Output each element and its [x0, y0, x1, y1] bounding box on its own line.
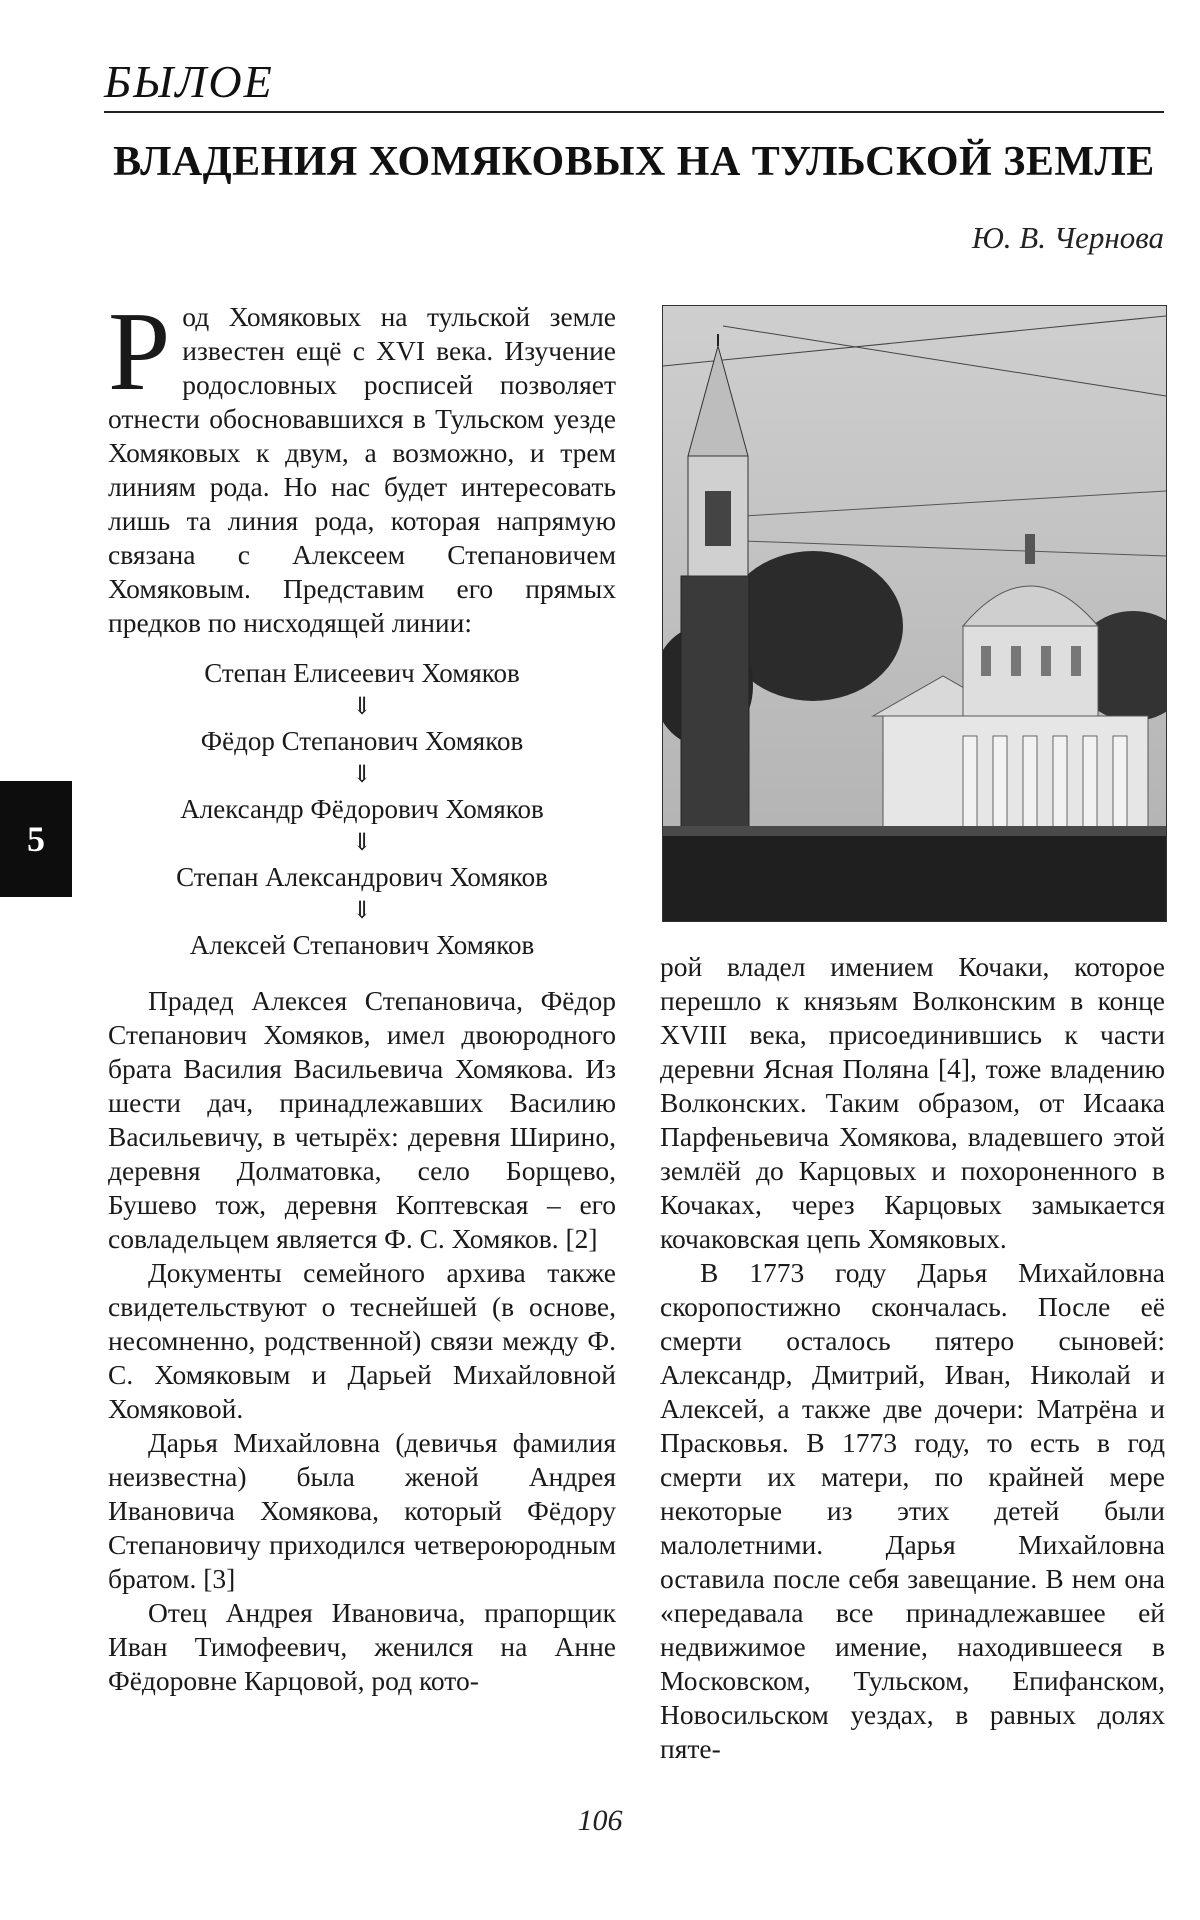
church-photo: [662, 305, 1167, 922]
intro-paragraph: [108, 290, 616, 640]
intro-text: од Хомяковых на тульской земле известен ещё с XVI века. Изучение родословных росписей позволяет отнести обосновавшихся в Тульском уезде Хомяковых к двум, а возможно, и трем линиям рода. Но нас будет интересовать лишь та линия рода, которая напрямую связана с Алексеем Степановичем Хомяковым. Представим его прямых предков по нисходящей линии:: [108, 301, 616, 638]
drop-cap: Р: [108, 290, 171, 414]
down-arrow-icon: ⇓: [351, 898, 373, 924]
church-illustration: [663, 306, 1166, 921]
down-arrow-icon: ⇓: [351, 830, 373, 856]
paragraph: В 1773 году Дарья Михайловна скоропостижно скончалась. После её смерти осталось пятеро сыновей: Александр, Дмитрий, Иван, Николай и Алексей, а также две дочери: Матрёна и Прасковья. В 1773 году, то есть в год смерти их матери, по крайней мере некоторые из этих детей были малолетними. Дарья Михайловна оставила после себя завещание. В нем она «передавала все принадлежавшее ей недвижимое имение, находившееся в Московском, Тульском, Епифанском, Новосильском уездах, в равных долях пяте-: [660, 1257, 1165, 1764]
paragraph: Отец Андрея Ивановича, прапорщик Иван Тимофеевич, женился на Анне Фёдоровне Карцовой, род кото-: [108, 1597, 616, 1696]
section-header: БЫЛОЕ: [104, 56, 274, 107]
lineage-name: Алексей Степанович Хомяков: [189, 930, 535, 960]
lineage-name: Степан Александрович Хомяков: [176, 862, 548, 892]
paragraph: Прадед Алексея Степановича, Фёдор Степанович Хомяков, имел двоюродного брата Василия Васильевича Хомякова. Из шести дач, принадлежавших Василию Васильевичу, в четырёх: деревня Ширино, деревня Долматовка, село Борщево, Бушево тож, деревня Коптевская – его совладельцем является Ф. С. Хомяков. [2]: [108, 985, 616, 1254]
paragraph: Дарья Михайловна (девичья фамилия неизвестна) была женой Андрея Ивановича Хомякова, который Фёдору Степановичу приходился четвероюродным братом. [3]: [108, 1427, 616, 1594]
article-title: ВЛАДЕНИЯ ХОМЯКОВЫХ НА ТУЛЬСКОЙ ЗЕМЛЕ: [113, 139, 1155, 185]
article-author: Ю. В. Чернова: [971, 220, 1164, 255]
lineage-name: Фёдор Степанович Хомяков: [200, 726, 524, 756]
right-column: [660, 950, 1165, 1766]
paragraph: Документы семейного архива также свидетельствуют о теснейшей (в основе, несомненно, родственной) связи между Ф. С. Хомяковым и Дарьей Михайловной Хомяковой.: [108, 1257, 616, 1424]
chapter-tab: 5: [0, 781, 72, 897]
lineage-name: Степан Елисеевич Хомяков: [204, 658, 520, 688]
down-arrow-icon: ⇓: [351, 694, 373, 720]
left-column: [108, 290, 616, 1698]
lineage-name: Александр Фёдорович Хомяков: [180, 794, 544, 824]
header-rule: [104, 111, 1164, 113]
paragraph: рой владел имением Кочаки, которое перешло к князьям Волконским в конце XVIII века, присоединившись к части деревни Ясная Поляна [4], тоже владению Волконских. Таким образом, от Исаака Парфеньевича Хомякова, владевшего этой землёй до Карцовых и похороненного в Кочаках, через Карцовых замыкается кочаковская цепь Хомяковых.: [660, 951, 1165, 1254]
lineage-list: [108, 656, 616, 962]
page-number: 106: [577, 1804, 623, 1837]
down-arrow-icon: ⇓: [351, 762, 373, 788]
